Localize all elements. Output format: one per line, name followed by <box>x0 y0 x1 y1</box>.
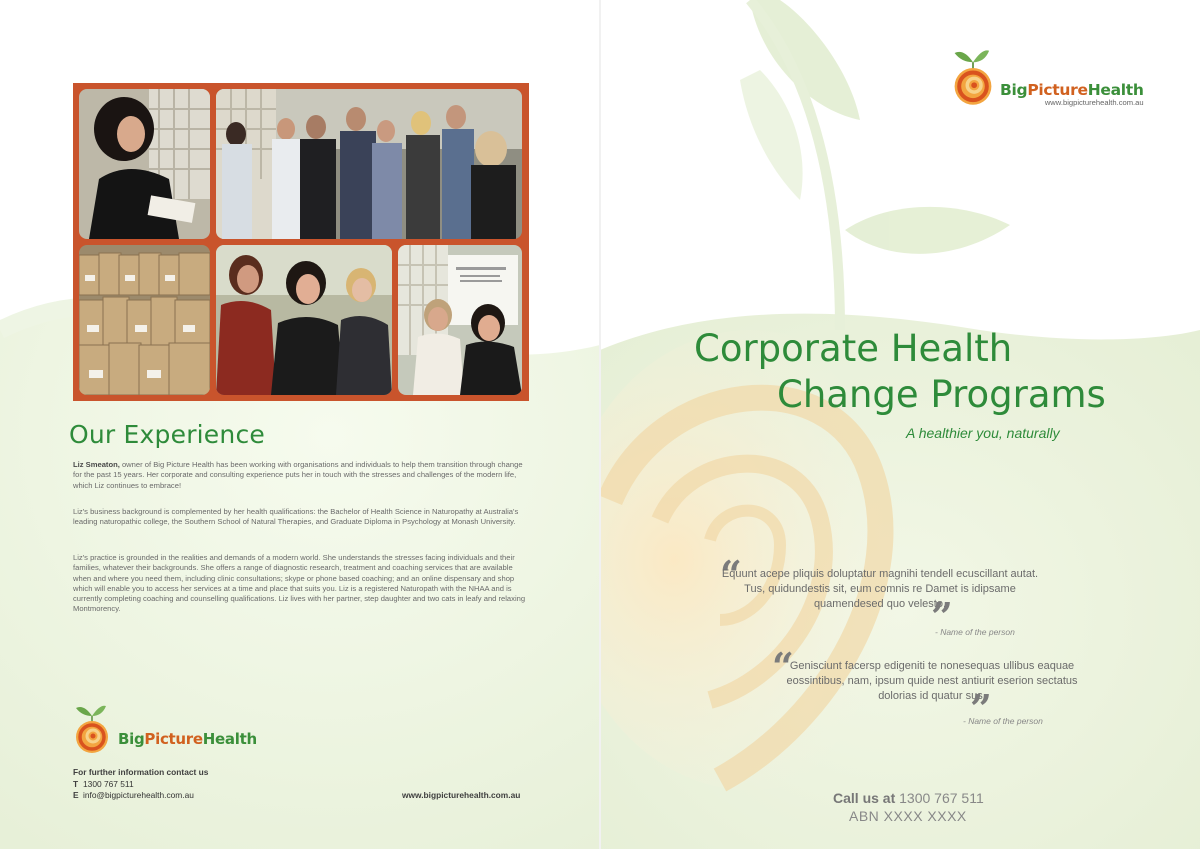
photo-collage <box>73 83 529 401</box>
testimonial-attribution-1: - Name of the person <box>935 627 1015 637</box>
close-quote-icon: ” <box>931 594 953 639</box>
logo-swirl-icon <box>950 45 996 112</box>
phone-label: T <box>73 778 79 789</box>
call-number[interactable]: 1300 767 511 <box>899 790 984 806</box>
right-page <box>600 0 1200 849</box>
testimonial-quote-1: Equunt acepe pliquis doluptatur magnihi tendell ecuscillant autat. Tus, quidundestis sit, eum comnis re Damet is idipsame quamendesed quo velesto. <box>721 568 1039 610</box>
woman-reading-photo <box>79 89 210 239</box>
logo-wordmark <box>1000 81 1144 99</box>
bio-paragraph-2: Liz's business background is complemented by her health qualifications: the Bachelor of Health Science in Naturopathy at Australia's leading naturopathic college, the Southern School of Natural Therapies, and Graduate Diploma in Psychology at Monash University. <box>73 507 519 527</box>
banner-women-photo <box>398 245 522 395</box>
logo-word-picture: Picture <box>1027 80 1088 99</box>
section-title: Our Experience <box>69 420 265 449</box>
tagline: A healthier you, naturally <box>906 425 1060 441</box>
logo-word-big: Big <box>118 729 145 748</box>
brand-logo-left <box>72 702 257 759</box>
logo-word-health: Health <box>1087 80 1144 99</box>
open-quote-icon: “ <box>720 552 742 597</box>
title-line-2: Change Programs <box>777 373 1106 416</box>
phone-number[interactable]: 1300 767 511 <box>83 778 134 789</box>
right-background-swirl <box>600 0 1200 849</box>
testimonial-attribution-2: - Name of the person <box>963 716 1043 726</box>
email-label: E <box>73 790 79 800</box>
logo-word-big: Big <box>1000 80 1028 99</box>
contact-email-row <box>73 790 208 802</box>
logo-wordmark <box>118 730 257 748</box>
logo-word-picture: Picture <box>144 729 203 748</box>
gift-bags-photo <box>79 245 210 395</box>
call-us-line <box>833 790 984 806</box>
email-link[interactable]: info@bigpicturehealth.com.au <box>83 790 194 800</box>
close-quote-icon: ” <box>970 686 992 731</box>
bio-lead-name: Liz Smeaton, <box>73 460 120 469</box>
bio-paragraph-1 <box>73 460 531 491</box>
testimonial-quote-2: Genisciunt facersp edigeniti te nonesequas ullibus eaquae eossintibus, nam, ipsum quide nest antiurit eserion sectatus dolorias id quatur sus. <box>786 660 1078 702</box>
contact-block <box>73 767 208 802</box>
brand-logo-right <box>950 45 1144 112</box>
call-label: Call us at <box>833 790 896 806</box>
logo-word-health: Health <box>202 729 257 748</box>
logo-swirl-icon <box>72 702 112 759</box>
logo-url[interactable]: www.bigpicturehealth.com.au <box>1044 97 1144 107</box>
title-line-1: Corporate Health <box>694 327 1013 370</box>
open-quote-icon: “ <box>772 644 794 689</box>
page-fold-divider <box>599 0 601 849</box>
logo-text-column <box>1000 81 1144 107</box>
website-link[interactable]: www.bigpicturehealth.com.au <box>402 790 521 800</box>
three-women-photo <box>216 245 392 395</box>
contact-intro: For further information contact us <box>73 767 209 777</box>
contact-phone-row <box>73 779 208 791</box>
abn-number: ABN XXXX XXXX <box>849 808 967 824</box>
bio-paragraph-1-text: owner of Big Picture Health has been working with organisations and individuals to help them transition through change for the past 15 years. Her corporate and consulting experience puts her in touch with the stresses and challenges of the modern life, which Liz continues to embrace! <box>73 460 523 490</box>
bio-paragraph-3: Liz's practice is grounded in the realities and demands of a modern world. She understands the stresses facing individuals and their families, whatever their backgrounds. She offers a range of diagnostic research, treatment and coaching services that are available when and where you need them, including clinic consultations; skype or phone based coaching; and an online dispensary and shop which will enable you to access her services at a time and place that suits you. Liz is a registered Naturopath with the NHAA and is currently completing coaching and counselling qualifications. Liz lives with her partner, step daughter and two cats in leafy and relaxing Montmorency. <box>73 553 526 614</box>
group-audience-photo <box>216 89 522 239</box>
